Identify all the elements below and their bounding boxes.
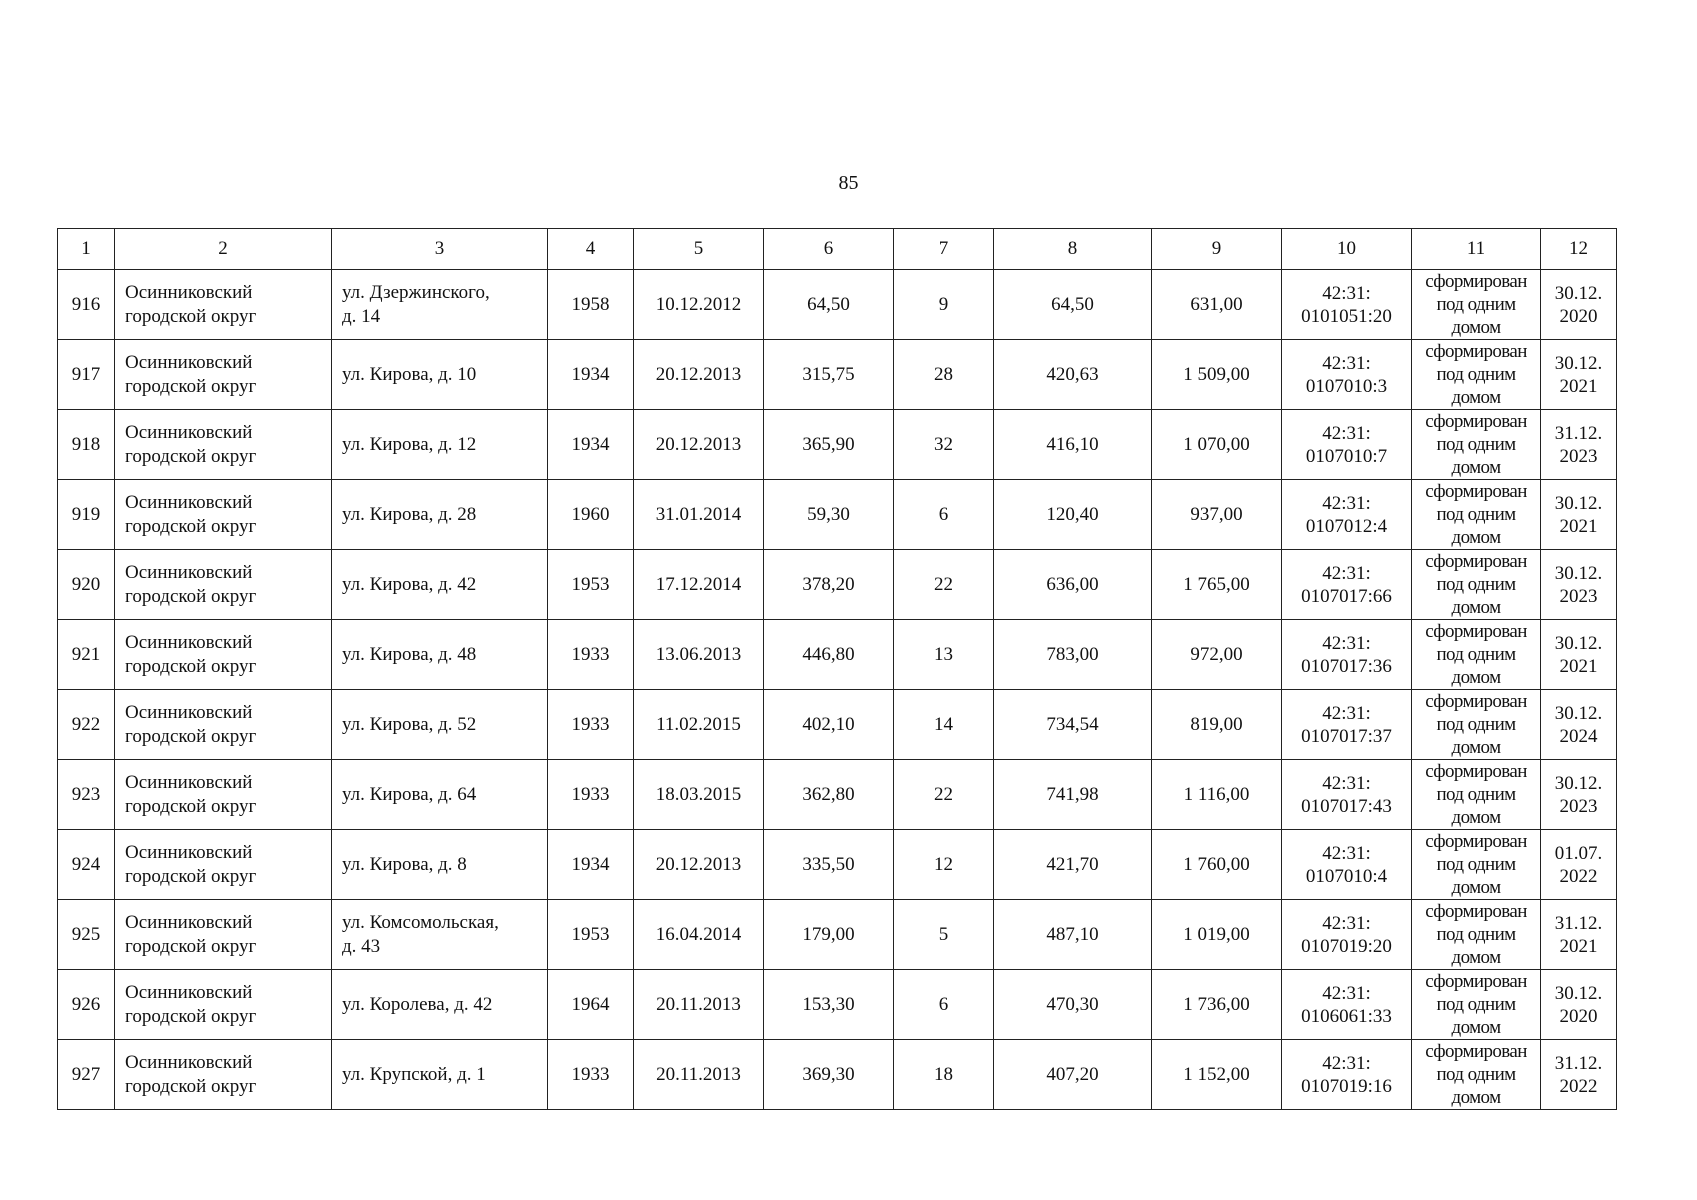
column-6-cell: 402,10: [764, 690, 894, 760]
term-line: 2020: [1559, 1005, 1598, 1027]
term-cell: [1541, 340, 1617, 410]
address-cell: [332, 690, 548, 760]
status-line: под одним: [1436, 364, 1516, 385]
status-line: сформирован: [1425, 691, 1527, 712]
row-number-cell: 920: [58, 550, 115, 620]
term-line: 30.12.: [1554, 352, 1603, 374]
land-status-cell: [1412, 900, 1541, 970]
status-line: домом: [1451, 1017, 1501, 1038]
date-cell: 17.12.2014: [634, 550, 764, 620]
cadastral-line: 42:31:: [1322, 772, 1371, 794]
date-cell: 10.12.2012: [634, 270, 764, 340]
cadastral-line: 0107012:4: [1305, 515, 1388, 537]
column-7-cell: 9: [894, 270, 994, 340]
municipality-line: городской округ: [125, 655, 257, 677]
land-status-cell: [1412, 340, 1541, 410]
status-line: сформирован: [1425, 761, 1527, 782]
cadastral-number-cell: [1282, 970, 1412, 1040]
row-number-cell: 923: [58, 760, 115, 830]
term-line: 30.12.: [1554, 632, 1603, 654]
status-line: сформирован: [1425, 901, 1527, 922]
municipality-line: Осинниковский: [125, 771, 253, 793]
year-cell: 1953: [548, 550, 634, 620]
term-cell: [1541, 970, 1617, 1040]
column-header: 6: [764, 229, 894, 270]
municipality-cell: [115, 410, 332, 480]
cadastral-line: 42:31:: [1322, 352, 1371, 374]
term-cell: [1541, 550, 1617, 620]
term-line: 2021: [1559, 375, 1598, 397]
column-7-cell: 12: [894, 830, 994, 900]
term-cell: [1541, 480, 1617, 550]
cadastral-number-cell: [1282, 830, 1412, 900]
land-status-cell: [1412, 1040, 1541, 1110]
term-line: 2023: [1559, 795, 1598, 817]
term-cell: [1541, 620, 1617, 690]
column-9-cell: 972,00: [1152, 620, 1282, 690]
address-line: ул. Кирова, д. 52: [342, 713, 477, 735]
address-line: ул. Кирова, д. 10: [342, 363, 477, 385]
term-cell: [1541, 900, 1617, 970]
status-line: сформирован: [1425, 551, 1527, 572]
column-header: 5: [634, 229, 764, 270]
row-number-cell: 916: [58, 270, 115, 340]
address-line: д. 14: [342, 305, 381, 327]
row-number-cell: 922: [58, 690, 115, 760]
year-cell: 1933: [548, 620, 634, 690]
column-7-cell: 32: [894, 410, 994, 480]
address-line: ул. Дзержинского,: [342, 281, 490, 303]
status-line: под одним: [1436, 854, 1516, 875]
term-line: 2020: [1559, 305, 1598, 327]
term-line: 2021: [1559, 935, 1598, 957]
column-7-cell: 6: [894, 480, 994, 550]
status-line: домом: [1451, 317, 1501, 338]
address-line: ул. Кирова, д. 8: [342, 853, 467, 875]
term-line: 2022: [1559, 865, 1598, 887]
municipality-cell: [115, 550, 332, 620]
cadastral-number-cell: [1282, 480, 1412, 550]
cadastral-number-cell: [1282, 410, 1412, 480]
column-6-cell: 315,75: [764, 340, 894, 410]
column-header: 11: [1412, 229, 1541, 270]
municipality-cell: [115, 480, 332, 550]
status-line: под одним: [1436, 1064, 1516, 1085]
status-line: сформирован: [1425, 271, 1527, 292]
column-6-cell: 446,80: [764, 620, 894, 690]
term-cell: [1541, 270, 1617, 340]
row-number-cell: 925: [58, 900, 115, 970]
term-cell: [1541, 760, 1617, 830]
column-6-cell: 365,90: [764, 410, 894, 480]
table-row: [58, 270, 1617, 340]
column-9-cell: 1 070,00: [1152, 410, 1282, 480]
cadastral-number-cell: [1282, 340, 1412, 410]
municipality-cell: [115, 760, 332, 830]
cadastral-line: 0107010:3: [1305, 375, 1388, 397]
cadastral-line: 42:31:: [1322, 842, 1371, 864]
column-7-cell: 22: [894, 550, 994, 620]
cadastral-line: 42:31:: [1322, 492, 1371, 514]
municipality-line: Осинниковский: [125, 841, 253, 863]
address-cell: [332, 970, 548, 1040]
cadastral-line: 42:31:: [1322, 282, 1371, 304]
table-row: [58, 550, 1617, 620]
cadastral-line: 42:31:: [1322, 562, 1371, 584]
cadastral-line: 0107017:43: [1301, 795, 1392, 817]
column-number-header-row: [58, 229, 1617, 270]
address-cell: [332, 830, 548, 900]
cadastral-line: 0107019:20: [1301, 935, 1392, 957]
status-line: сформирован: [1425, 1041, 1527, 1062]
status-line: под одним: [1436, 644, 1516, 665]
status-line: домом: [1451, 597, 1501, 618]
year-cell: 1953: [548, 900, 634, 970]
municipality-line: Осинниковский: [125, 281, 253, 303]
term-line: 2024: [1559, 725, 1598, 747]
column-6-cell: 362,80: [764, 760, 894, 830]
column-7-cell: 5: [894, 900, 994, 970]
date-cell: 16.04.2014: [634, 900, 764, 970]
column-8-cell: 64,50: [994, 270, 1152, 340]
column-9-cell: 1 760,00: [1152, 830, 1282, 900]
table-row: [58, 1040, 1617, 1110]
column-6-cell: 153,30: [764, 970, 894, 1040]
date-cell: 20.12.2013: [634, 830, 764, 900]
column-header: 8: [994, 229, 1152, 270]
column-8-cell: 783,00: [994, 620, 1152, 690]
year-cell: 1933: [548, 760, 634, 830]
column-header: 12: [1541, 229, 1617, 270]
cadastral-line: 0107017:66: [1301, 585, 1392, 607]
table-row: [58, 620, 1617, 690]
address-line: ул. Крупской, д. 1: [342, 1063, 486, 1085]
status-line: домом: [1451, 457, 1501, 478]
table-row: [58, 690, 1617, 760]
municipality-line: Осинниковский: [125, 491, 253, 513]
column-9-cell: 1 152,00: [1152, 1040, 1282, 1110]
status-line: домом: [1451, 737, 1501, 758]
table-row: [58, 970, 1617, 1040]
status-line: домом: [1451, 877, 1501, 898]
term-line: 2022: [1559, 1075, 1598, 1097]
status-line: сформирован: [1425, 621, 1527, 642]
term-line: 30.12.: [1554, 562, 1603, 584]
term-cell: [1541, 830, 1617, 900]
date-cell: 20.11.2013: [634, 1040, 764, 1110]
row-number-cell: 921: [58, 620, 115, 690]
municipality-line: городской округ: [125, 515, 257, 537]
table-row: [58, 900, 1617, 970]
column-header: 10: [1282, 229, 1412, 270]
address-line: ул. Кирова, д. 48: [342, 643, 477, 665]
row-number-cell: 918: [58, 410, 115, 480]
status-line: под одним: [1436, 504, 1516, 525]
municipality-line: Осинниковский: [125, 631, 253, 653]
municipality-cell: [115, 1040, 332, 1110]
status-line: домом: [1451, 667, 1501, 688]
status-line: сформирован: [1425, 831, 1527, 852]
municipality-line: городской округ: [125, 305, 257, 327]
column-8-cell: 420,63: [994, 340, 1152, 410]
status-line: под одним: [1436, 924, 1516, 945]
land-status-cell: [1412, 270, 1541, 340]
term-line: 30.12.: [1554, 282, 1603, 304]
municipality-line: городской округ: [125, 445, 257, 467]
municipality-line: городской округ: [125, 795, 257, 817]
column-7-cell: 28: [894, 340, 994, 410]
status-line: домом: [1451, 387, 1501, 408]
column-7-cell: 14: [894, 690, 994, 760]
row-number-cell: 927: [58, 1040, 115, 1110]
municipality-line: Осинниковский: [125, 981, 253, 1003]
cadastral-line: 0107017:36: [1301, 655, 1392, 677]
column-9-cell: 1 736,00: [1152, 970, 1282, 1040]
municipality-cell: [115, 830, 332, 900]
column-6-cell: 59,30: [764, 480, 894, 550]
cadastral-number-cell: [1282, 550, 1412, 620]
status-line: сформирован: [1425, 971, 1527, 992]
date-cell: 20.12.2013: [634, 410, 764, 480]
table-row: [58, 830, 1617, 900]
column-header: 2: [115, 229, 332, 270]
column-6-cell: 335,50: [764, 830, 894, 900]
land-status-cell: [1412, 830, 1541, 900]
table-row: [58, 340, 1617, 410]
address-line: ул. Кирова, д. 64: [342, 783, 477, 805]
row-number-cell: 926: [58, 970, 115, 1040]
date-cell: 31.01.2014: [634, 480, 764, 550]
row-number-cell: 919: [58, 480, 115, 550]
year-cell: 1933: [548, 690, 634, 760]
date-cell: 11.02.2015: [634, 690, 764, 760]
municipality-cell: [115, 340, 332, 410]
status-line: домом: [1451, 947, 1501, 968]
cadastral-line: 42:31:: [1322, 912, 1371, 934]
status-line: сформирован: [1425, 411, 1527, 432]
date-cell: 20.12.2013: [634, 340, 764, 410]
column-7-cell: 13: [894, 620, 994, 690]
municipality-line: городской округ: [125, 865, 257, 887]
column-9-cell: 631,00: [1152, 270, 1282, 340]
status-line: под одним: [1436, 994, 1516, 1015]
municipality-cell: [115, 900, 332, 970]
column-6-cell: 179,00: [764, 900, 894, 970]
column-6-cell: 64,50: [764, 270, 894, 340]
status-line: под одним: [1436, 784, 1516, 805]
table-row: [58, 760, 1617, 830]
column-header: 4: [548, 229, 634, 270]
status-line: под одним: [1436, 714, 1516, 735]
year-cell: 1934: [548, 830, 634, 900]
cadastral-number-cell: [1282, 1040, 1412, 1110]
column-8-cell: 741,98: [994, 760, 1152, 830]
municipality-line: городской округ: [125, 585, 257, 607]
cadastral-line: 0107019:16: [1301, 1075, 1392, 1097]
term-cell: [1541, 690, 1617, 760]
term-cell: [1541, 1040, 1617, 1110]
address-cell: [332, 1040, 548, 1110]
municipality-line: городской округ: [125, 1005, 257, 1027]
term-line: 30.12.: [1554, 982, 1603, 1004]
year-cell: 1933: [548, 1040, 634, 1110]
status-line: домом: [1451, 527, 1501, 548]
address-cell: [332, 410, 548, 480]
address-cell: [332, 480, 548, 550]
address-cell: [332, 760, 548, 830]
municipality-line: Осинниковский: [125, 421, 253, 443]
column-7-cell: 18: [894, 1040, 994, 1110]
date-cell: 13.06.2013: [634, 620, 764, 690]
column-8-cell: 487,10: [994, 900, 1152, 970]
status-line: под одним: [1436, 294, 1516, 315]
column-9-cell: 819,00: [1152, 690, 1282, 760]
land-status-cell: [1412, 620, 1541, 690]
row-number-cell: 924: [58, 830, 115, 900]
year-cell: 1964: [548, 970, 634, 1040]
column-9-cell: 1 019,00: [1152, 900, 1282, 970]
address-cell: [332, 550, 548, 620]
row-number-cell: 917: [58, 340, 115, 410]
status-line: под одним: [1436, 574, 1516, 595]
land-status-cell: [1412, 410, 1541, 480]
cadastral-number-cell: [1282, 900, 1412, 970]
municipality-cell: [115, 690, 332, 760]
cadastral-line: 0106061:33: [1301, 1005, 1392, 1027]
municipality-line: Осинниковский: [125, 351, 253, 373]
year-cell: 1958: [548, 270, 634, 340]
municipality-line: городской округ: [125, 725, 257, 747]
cadastral-line: 0101051:20: [1301, 305, 1392, 327]
status-line: сформирован: [1425, 341, 1527, 362]
year-cell: 1960: [548, 480, 634, 550]
address-line: ул. Кирова, д. 28: [342, 503, 477, 525]
municipality-line: Осинниковский: [125, 911, 253, 933]
cadastral-number-cell: [1282, 760, 1412, 830]
address-cell: [332, 270, 548, 340]
column-7-cell: 6: [894, 970, 994, 1040]
date-cell: 18.03.2015: [634, 760, 764, 830]
column-8-cell: 421,70: [994, 830, 1152, 900]
term-line: 31.12.: [1554, 1052, 1603, 1074]
municipality-line: Осинниковский: [125, 701, 253, 723]
term-line: 30.12.: [1554, 702, 1603, 724]
address-line: ул. Королева, д. 42: [342, 993, 493, 1015]
address-cell: [332, 900, 548, 970]
cadastral-line: 42:31:: [1322, 1052, 1371, 1074]
column-8-cell: 636,00: [994, 550, 1152, 620]
column-8-cell: 470,30: [994, 970, 1152, 1040]
municipality-cell: [115, 270, 332, 340]
address-line: ул. Кирова, д. 42: [342, 573, 477, 595]
cadastral-number-cell: [1282, 270, 1412, 340]
column-header: 9: [1152, 229, 1282, 270]
address-line: ул. Кирова, д. 12: [342, 433, 477, 455]
address-cell: [332, 620, 548, 690]
table-row: [58, 480, 1617, 550]
column-6-cell: 369,30: [764, 1040, 894, 1110]
status-line: домом: [1451, 807, 1501, 828]
column-9-cell: 1 116,00: [1152, 760, 1282, 830]
municipality-cell: [115, 620, 332, 690]
address-line: ул. Комсомольская,: [342, 911, 499, 933]
municipality-line: городской округ: [125, 1075, 257, 1097]
address-cell: [332, 340, 548, 410]
column-header: 3: [332, 229, 548, 270]
land-status-cell: [1412, 970, 1541, 1040]
column-9-cell: 1 509,00: [1152, 340, 1282, 410]
term-line: 2023: [1559, 585, 1598, 607]
status-line: под одним: [1436, 434, 1516, 455]
status-line: домом: [1451, 1087, 1501, 1108]
column-9-cell: 1 765,00: [1152, 550, 1282, 620]
land-status-cell: [1412, 480, 1541, 550]
term-line: 2021: [1559, 655, 1598, 677]
column-9-cell: 937,00: [1152, 480, 1282, 550]
cadastral-line: 42:31:: [1322, 632, 1371, 654]
term-line: 01.07.: [1554, 842, 1603, 864]
status-line: сформирован: [1425, 481, 1527, 502]
cadastral-line: 42:31:: [1322, 422, 1371, 444]
year-cell: 1934: [548, 340, 634, 410]
page-number: 85: [838, 172, 859, 194]
cadastral-line: 42:31:: [1322, 982, 1371, 1004]
table-row: [58, 410, 1617, 480]
cadastral-line: 42:31:: [1322, 702, 1371, 724]
column-header: 7: [894, 229, 994, 270]
column-header: 1: [58, 229, 115, 270]
municipality-line: Осинниковский: [125, 561, 253, 583]
column-6-cell: 378,20: [764, 550, 894, 620]
term-line: 31.12.: [1554, 422, 1603, 444]
column-8-cell: 416,10: [994, 410, 1152, 480]
term-line: 2021: [1559, 515, 1598, 537]
cadastral-line: 0107010:7: [1305, 445, 1388, 467]
year-cell: 1934: [548, 410, 634, 480]
municipality-line: Осинниковский: [125, 1051, 253, 1073]
housing-registry-table: [57, 228, 1617, 1110]
municipality-line: городской округ: [125, 375, 257, 397]
term-line: 2023: [1559, 445, 1598, 467]
term-cell: [1541, 410, 1617, 480]
column-7-cell: 22: [894, 760, 994, 830]
land-status-cell: [1412, 760, 1541, 830]
column-8-cell: 734,54: [994, 690, 1152, 760]
column-8-cell: 120,40: [994, 480, 1152, 550]
cadastral-number-cell: [1282, 620, 1412, 690]
cadastral-line: 0107017:37: [1301, 725, 1392, 747]
municipality-line: городской округ: [125, 935, 257, 957]
term-line: 31.12.: [1554, 912, 1603, 934]
term-line: 30.12.: [1554, 772, 1603, 794]
date-cell: 20.11.2013: [634, 970, 764, 1040]
address-line: д. 43: [342, 935, 381, 957]
column-8-cell: 407,20: [994, 1040, 1152, 1110]
cadastral-number-cell: [1282, 690, 1412, 760]
municipality-cell: [115, 970, 332, 1040]
land-status-cell: [1412, 550, 1541, 620]
term-line: 30.12.: [1554, 492, 1603, 514]
cadastral-line: 0107010:4: [1305, 865, 1388, 887]
land-status-cell: [1412, 690, 1541, 760]
